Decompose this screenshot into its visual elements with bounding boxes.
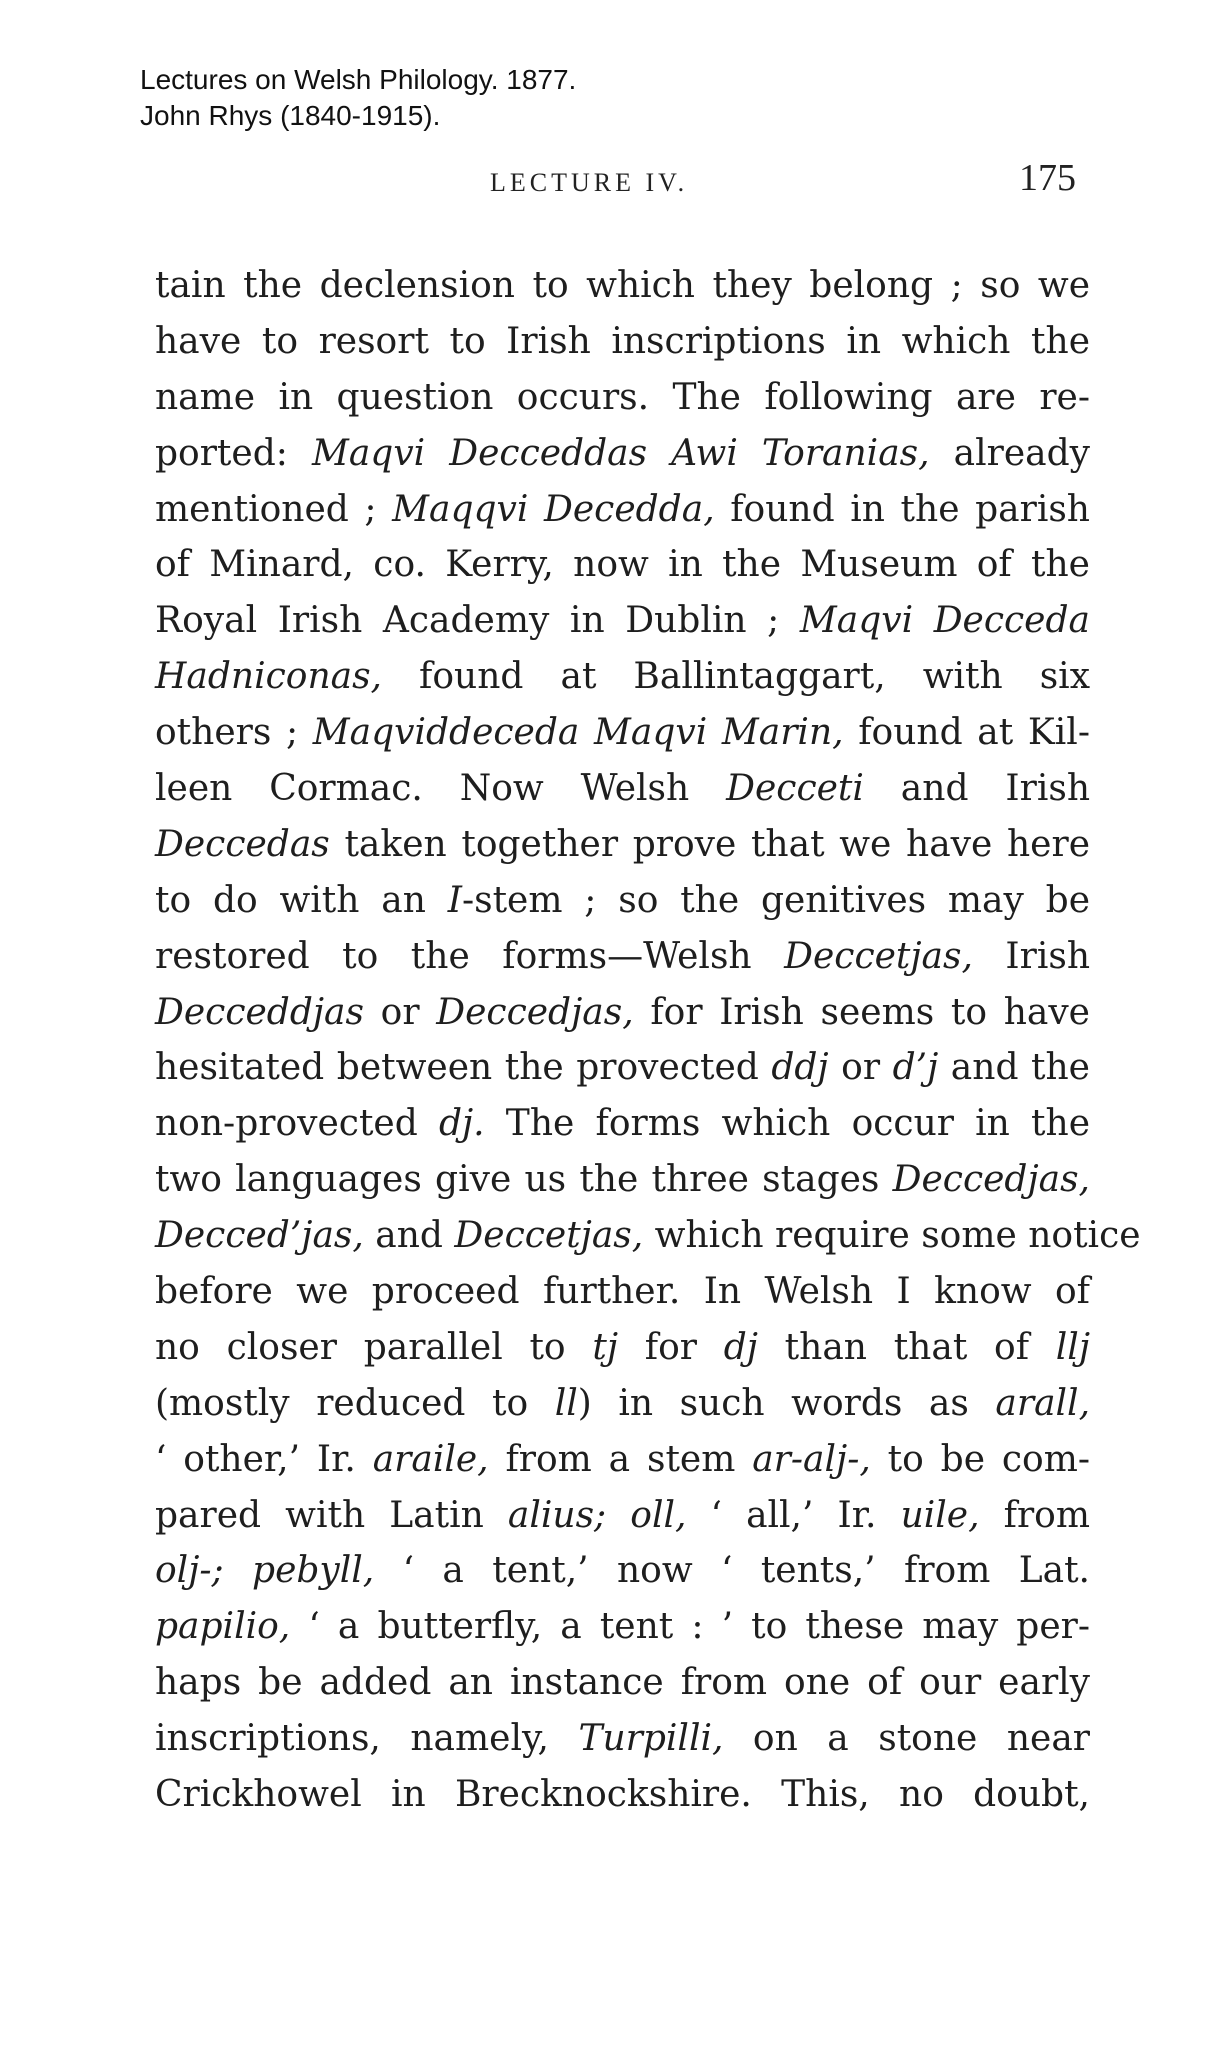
text-line xyxy=(155,593,1090,649)
text-line xyxy=(155,1655,1090,1711)
text-run: haps be added an instance from one of our early xyxy=(155,1662,1090,1704)
italic-term: ar-alj-, xyxy=(752,1438,871,1480)
text-line xyxy=(155,1152,1090,1208)
text-line xyxy=(155,426,1090,482)
italic-term: d’j xyxy=(892,1047,939,1089)
italic-term: dj. xyxy=(438,1103,485,1145)
text-run: of Minard, co. Kerry, now in the Museum of the xyxy=(155,544,1090,586)
text-line xyxy=(155,1488,1090,1544)
italic-term: papilio, xyxy=(155,1606,291,1648)
text-line xyxy=(155,1320,1090,1376)
italic-term: Maqqvi Decedda, xyxy=(392,488,715,530)
text-run: and the xyxy=(938,1047,1090,1089)
text-run: (mostly reduced to xyxy=(155,1382,555,1424)
text-line xyxy=(155,537,1090,593)
text-line xyxy=(155,1040,1090,1096)
text-run: to be com- xyxy=(870,1438,1090,1480)
text-run: ‘ all,’ Ir. xyxy=(686,1494,901,1536)
page-number: 175 xyxy=(1019,157,1076,199)
italic-term: dj xyxy=(723,1326,758,1368)
text-line xyxy=(155,1208,1141,1264)
text-line xyxy=(155,705,1090,761)
text-run: than that of xyxy=(757,1326,1056,1368)
text-line xyxy=(155,873,1090,929)
text-line xyxy=(155,482,1090,538)
text-line xyxy=(155,817,1090,873)
source-citation xyxy=(140,62,576,134)
text-run: ‘ a butterfly, a tent : ’ to these may per- xyxy=(290,1606,1090,1648)
text-run: others ; xyxy=(155,712,313,754)
italic-term: ddj xyxy=(771,1047,829,1089)
text-line xyxy=(155,258,1090,314)
text-run: Irish xyxy=(972,935,1091,977)
text-run: ‘ a tent,’ now ‘ tents,’ from Lat. xyxy=(374,1550,1090,1592)
italic-term: Deccedjas, xyxy=(436,991,634,1033)
text-line xyxy=(155,1543,1090,1599)
text-run: found at Kil- xyxy=(843,712,1090,754)
text-run: mentioned ; xyxy=(155,488,393,530)
italic-term: ll xyxy=(554,1382,578,1424)
italic-term: Turpilli, xyxy=(578,1718,724,1760)
text-line xyxy=(155,1096,1090,1152)
text-run: two languages give us the three stages xyxy=(155,1159,893,1201)
text-run: -stem ; so the genitives may be xyxy=(461,879,1091,921)
running-header xyxy=(140,150,1080,210)
italic-term: Maqvi Decceda xyxy=(799,600,1090,642)
text-line xyxy=(155,314,1090,370)
text-run: tain the declension to which they belong ; so we xyxy=(155,265,1090,306)
italic-term: Decced’jas, xyxy=(155,1215,364,1257)
italic-term: Deccedjas, xyxy=(892,1159,1090,1201)
text-run: The forms which occur in the xyxy=(484,1103,1090,1145)
text-run: for Irish seems to have xyxy=(633,991,1090,1033)
text-run: which require some notice xyxy=(643,1215,1141,1257)
text-line xyxy=(155,1599,1090,1655)
text-run: name in question occurs. The following are re- xyxy=(155,376,1090,418)
text-run: found at Ballintaggart, with six xyxy=(382,656,1090,698)
source-title-line: Lectures on Welsh Philology. 1877. xyxy=(140,64,577,95)
text-run: no closer parallel to xyxy=(155,1326,593,1368)
running-title: LECTURE IV. xyxy=(490,168,689,197)
text-line xyxy=(155,1711,1090,1767)
text-line xyxy=(155,1432,1090,1488)
italic-term: alius; oll, xyxy=(507,1494,687,1536)
text-run: leen Cormac. Now Welsh xyxy=(155,768,727,810)
text-line xyxy=(155,370,1090,426)
italic-term: Decceti xyxy=(726,768,864,810)
italic-term: tj xyxy=(592,1326,618,1368)
text-run: to do with an xyxy=(155,879,448,921)
italic-term: Maqviddeceda Maqvi Marin, xyxy=(312,712,844,754)
italic-term: Hadniconas, xyxy=(155,656,383,698)
text-run: ) in such words as xyxy=(577,1382,996,1424)
source-author-line: John Rhys (1840-1915). xyxy=(140,100,441,131)
text-run: Royal Irish Academy in Dublin ; xyxy=(155,600,800,642)
text-run: non-provected xyxy=(155,1103,439,1145)
italic-term: Deccedas xyxy=(155,823,330,865)
text-run: have to resort to Irish inscriptions in which the xyxy=(155,320,1090,362)
text-line xyxy=(155,1767,1090,1823)
text-run: inscriptions, namely, xyxy=(155,1718,579,1760)
text-line xyxy=(155,1264,1090,1320)
text-run: ported: xyxy=(155,432,312,474)
italic-term: olj-; pebyll, xyxy=(155,1550,375,1592)
text-line xyxy=(155,985,1090,1041)
italic-term: Deccetjas, xyxy=(454,1215,644,1257)
text-run: restored to the forms—Welsh xyxy=(155,935,785,977)
italic-term: Maqvi Decceddas Awi Toranias, xyxy=(311,432,930,474)
text-run: or xyxy=(828,1047,893,1089)
text-run: for xyxy=(618,1326,724,1368)
text-line xyxy=(155,649,1090,705)
text-run: and xyxy=(363,1215,455,1257)
italic-term: uile, xyxy=(900,1494,980,1536)
italic-term: llj xyxy=(1055,1326,1090,1368)
italic-term: Deccetjas, xyxy=(784,935,973,977)
text-run: pared with Latin xyxy=(155,1494,508,1536)
text-run: ‘ other,’ Ir. xyxy=(155,1438,373,1480)
text-run: found in the parish xyxy=(714,488,1090,530)
text-line xyxy=(155,1376,1090,1432)
italic-term: araile, xyxy=(372,1438,489,1480)
text-line xyxy=(155,761,1090,817)
text-run: and Irish xyxy=(863,768,1091,810)
text-run: already xyxy=(929,432,1090,474)
text-run: from xyxy=(979,1494,1090,1536)
text-run: taken together prove that we have here xyxy=(329,823,1090,865)
italic-term: Decceddjas xyxy=(155,991,364,1033)
body-text xyxy=(155,258,1141,1823)
text-run: or xyxy=(364,991,437,1033)
text-run: hesitated between the provected xyxy=(155,1047,772,1089)
text-run: on a stone near xyxy=(723,1718,1090,1760)
text-run: from a stem xyxy=(488,1438,753,1480)
text-run: before we proceed further. In Welsh I know of xyxy=(155,1271,1090,1313)
text-run: Crickhowel in Brecknockshire. This, no doubt, xyxy=(155,1774,1090,1816)
text-line xyxy=(155,929,1090,985)
italic-term: arall, xyxy=(995,1382,1091,1424)
italic-term: I xyxy=(447,879,462,921)
